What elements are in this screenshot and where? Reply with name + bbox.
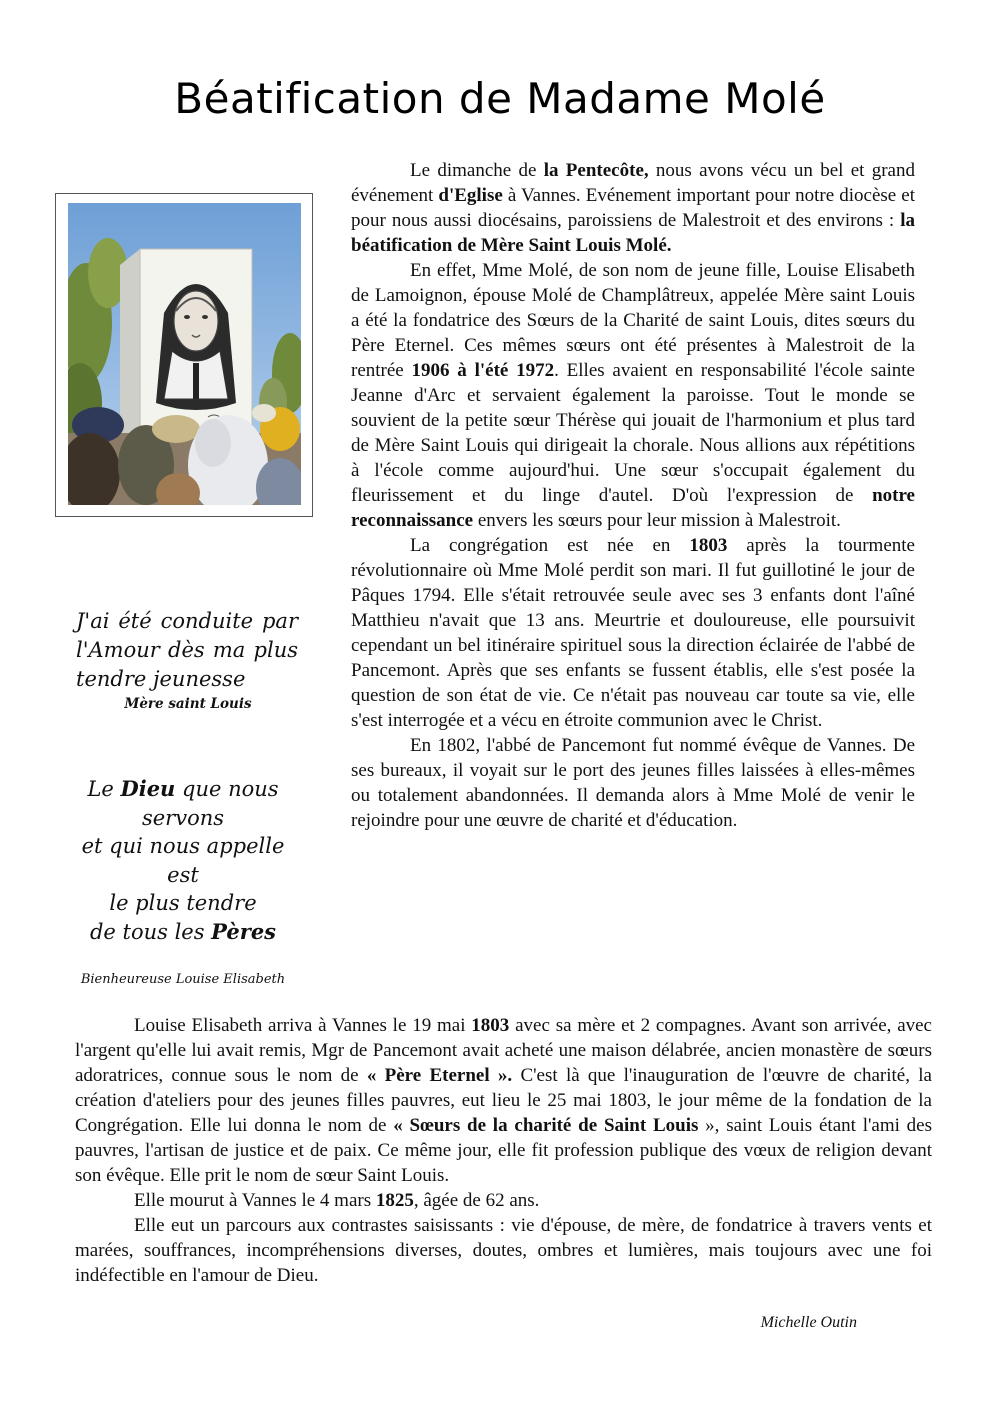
quote-line: servons	[141, 805, 225, 830]
quote-author: Mère saint Louis	[124, 696, 252, 712]
quote-bienheureuse	[78, 775, 288, 947]
paragraph: Elle mourut à Vannes le 4 mars 1825, âgée de 62 ans.	[134, 1190, 540, 1211]
quote-author: Bienheureuse Louise Elisabeth	[80, 972, 286, 987]
paragraph: La congrégation est née en 1803 après la tourmente révolutionnaire où Mme Molé perdit son mari. Il fut guillotiné le jour de Pâques 1794. Elle s'était retrouvée seule avec ses 3 enfants dont l'aîné Matthieu n'avait que 13 ans. Meurtrie et douloureuse, elle poursuivit cependant un bel itinéraire spirituel sous la direction éclairée de l'abbé de Pancemont. Après que ses enfants se fussent établis, elle s'est posée la question de son état de vie. Ce n'était pas nouveau car toute sa vie, elle s'est interrogée et a vécu en étroite communion avec le Christ.	[351, 535, 915, 731]
paragraph: En effet, Mme Molé, de son nom de jeune fille, Louise Elisabeth de Lamoignon, épouse Molé de Champlâtreux, appelée Mère saint Louis a été la fondatrice des Sœurs de la Charité de saint Louis, dites sœurs du Père Eternel. Ces mêmes sœurs ont été présentes à Malestroit de la rentrée 1906 à l'été 1972. Elles avaient en responsabilité l'école sainte Jeanne d'Arc et servaient également la paroisse. Tout le monde se souvient de la petite sœur Thérèse qui jouait de l'harmonium et plus tard de Mère Saint Louis qui dirigeait la chorale. Nous allions aux répétitions à l'école comme aujourd'hui. Une sœur s'occupait également du fleurissement et du linge d'autel. D'où l'expression de notre reconnaissance envers les sœurs pour leur mission à Malestroit.	[351, 260, 915, 531]
article-full-width	[75, 1013, 932, 1288]
article-column	[351, 158, 915, 833]
beatification-photo	[68, 203, 301, 505]
quote-line: Le Dieu que nous	[87, 776, 279, 801]
paragraph: Elle eut un parcours aux contrastes saisissants : vie d'épouse, de mère, de fondatrice à travers vents et marées, souffrances, incompréhensions diverses, doutes, ombres et lumières, mais toujours avec une foi indéfectible en l'amour de Dieu.	[75, 1215, 932, 1286]
paragraph: En 1802, l'abbé de Pancemont fut nommé évêque de Vannes. De ses bureaux, il voyait sur le port des jeunes filles laissées à elles-mêmes ou totalement abandonnées. Il demanda alors à Mme Molé de venir le rejoindre pour une œuvre de charité et d'éducation.	[351, 735, 915, 831]
quote-line: et qui nous appelle	[81, 834, 285, 859]
photo-frame	[55, 193, 313, 517]
crowd	[68, 404, 301, 505]
paragraph: Le dimanche de la Pentecôte, nous avons vécu un bel et grand événement d'Eglise à Vannes. Evénement important pour notre diocèse et pour nous aussi diocésains, paroissiens de Malestroit et des environs : la béatification de Mère Saint Louis Molé.	[351, 160, 915, 256]
banner-side	[120, 249, 140, 441]
page-title: Béatification de Madame Molé	[174, 74, 826, 123]
signature: Michelle Outin	[760, 1314, 857, 1331]
quote-mere-saint-louis: J'ai été conduite par l'Amour dès ma plus tendre jeunesse	[76, 609, 298, 691]
paragraph: Louise Elisabeth arriva à Vannes le 19 mai 1803 avec sa mère et 2 compagnes. Avant son arrivée, avec l'argent qu'elle lui avait remis, Mgr de Pancemont avait acheté une maison délabrée, ancien monastère de sœurs adoratrices, connue sous le nom de « Père Eternel ». C'est là que l'inauguration de l'œuvre de charité, la création d'ateliers pour des jeunes filles pauvres, eut lieu le 25 mai 1803, le jour même de la fondation de la Congrégation. Elle lui donna le nom de « Sœurs de la charité de Saint Louis », saint Louis étant l'ami des pauvres, l'artisan de justice et de paix. Ce même jour, elle fit profession publique des vœux de religion devant son évêque. Elle prit le nom de sœur Saint Louis.	[75, 1015, 933, 1186]
quote-line: est	[167, 862, 199, 887]
quote-line: de tous les Pères	[89, 918, 277, 944]
quote-line: le plus tendre	[109, 891, 257, 916]
